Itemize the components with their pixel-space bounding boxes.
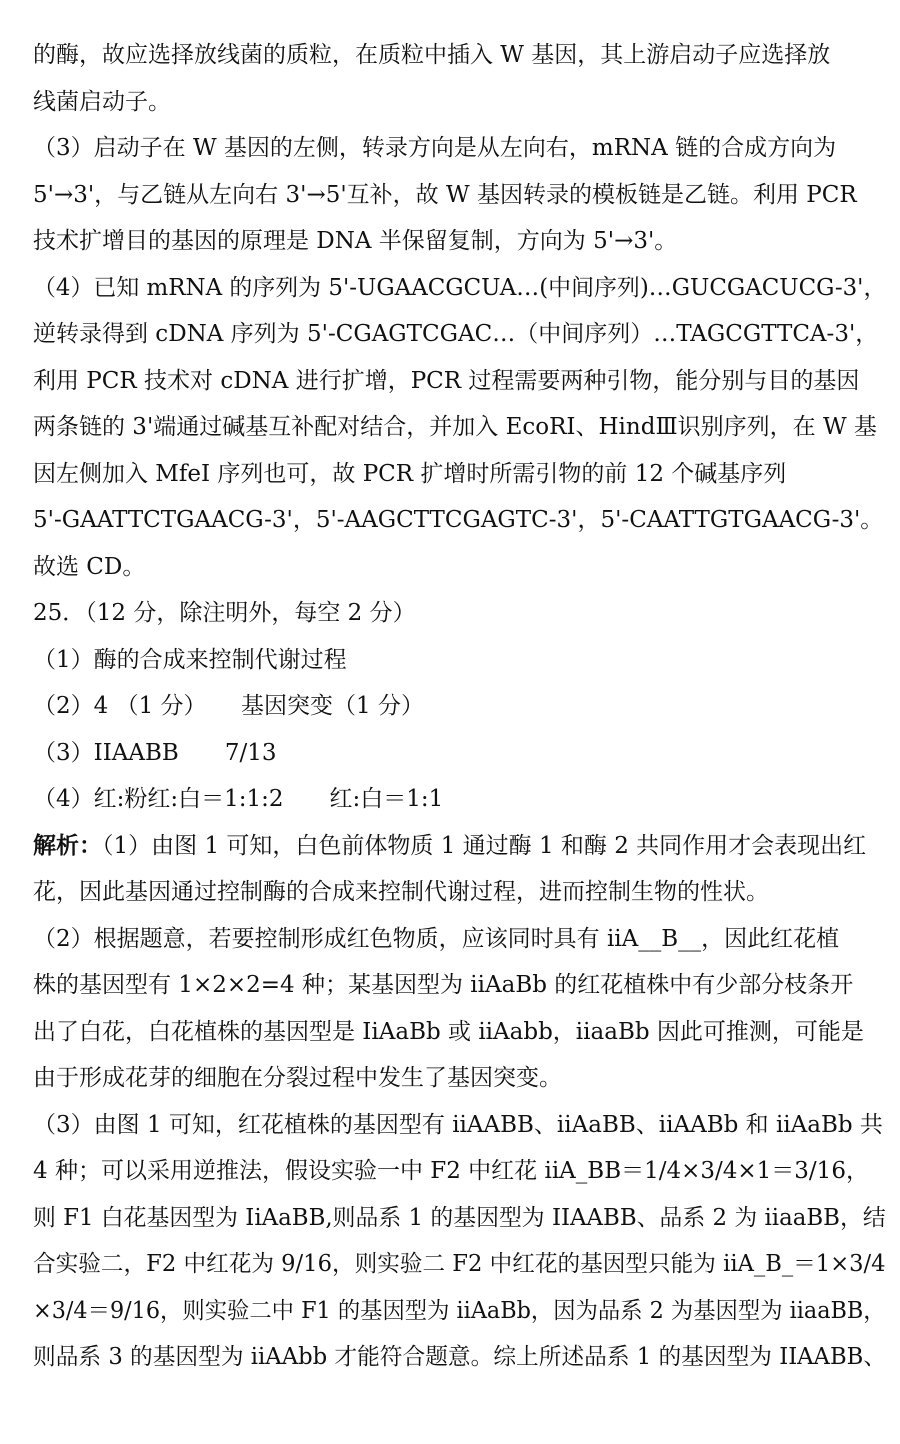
text-line: 5'-GAATTCTGAACG-3'，5'-AAGCTTCGAGTC-3'，5'-CAATTGTGAACG-3'。 xyxy=(33,507,884,533)
question-header: 25．（12 分，除注明外，每空 2 分） xyxy=(33,600,416,626)
analysis-label: 解析： xyxy=(33,832,102,859)
analysis-line xyxy=(33,831,866,861)
text-line: 线菌启动子。 xyxy=(33,89,171,115)
answer-line: （3）IIAABB 7/13 xyxy=(33,740,277,766)
text-line: ×3/4＝9/16，则实验二中 F1 的基因型为 iiAaBb，因为品系 2 为基因型为 iiaaBB， xyxy=(33,1298,886,1324)
text-line: 利用 PCR 技术对 cDNA 进行扩增，PCR 过程需要两种引物，能分别与目的基因 xyxy=(33,368,860,394)
text-line: 则 F1 白花基因型为 IiAaBB,则品系 1 的基因型为 IIAABB、品系 2 为 iiaaBB，结 xyxy=(33,1205,886,1231)
text-line: （3）启动子在 W 基因的左侧，转录方向是从左向右，mRNA 链的合成方向为 xyxy=(33,135,837,161)
text-line: （3）由图 1 可知，红花植株的基因型有 iiAABB、iiAaBB、iiAABb 和 iiAaBb 共 xyxy=(33,1112,883,1138)
text-line: 故选 CD。 xyxy=(33,554,146,580)
text-line: 两条链的 3'端通过碱基互补配对结合，并加入 EcoRI、HindⅢ识别序列，在 W 基 xyxy=(33,414,877,440)
analysis-text: （1）由图 1 可知，白色前体物质 1 通过酶 1 和酶 2 共同作用才会表现出红 xyxy=(102,833,867,859)
answer-line: （2）4 （1 分） 基因突变（1 分） xyxy=(33,693,424,719)
text-line: （2）根据题意，若要控制形成红色物质，应该同时具有 iiA__B__，因此红花植 xyxy=(33,926,840,952)
text-line: 则品系 3 的基因型为 iiAAbb 才能符合题意。综上所述品系 1 的基因型为 IIAABB、 xyxy=(33,1344,887,1370)
text-line: 5'→3'，与乙链从左向右 3'→5'互补，故 W 基因转录的模板链是乙链。利用 PCR xyxy=(33,182,857,208)
text-line: 技术扩增目的基因的原理是 DNA 半保留复制，方向为 5'→3'。 xyxy=(33,228,678,254)
text-line: 因左侧加入 MfeI 序列也可，故 PCR 扩增时所需引物的前 12 个碱基序列 xyxy=(33,461,787,487)
text-line: 的酶，故应选择放线菌的质粒，在质粒中插入 W 基因，其上游启动子应选择放 xyxy=(33,42,831,68)
text-line: 4 种；可以采用逆推法，假设实验一中 F2 中红花 iiA_BB＝1/4×3/4×1＝3/16， xyxy=(33,1158,869,1184)
text-line: 出了白花，白花植株的基因型是 IiAaBb 或 iiAabb，iiaaBb 因此可推测，可能是 xyxy=(33,1019,864,1045)
text-line: 逆转录得到 cDNA 序列为 5'-CGAGTCGAC…（中间序列）…TAGCGTTCA-3'， xyxy=(33,321,879,347)
text-line: 由于形成花芽的细胞在分裂过程中发生了基因突变。 xyxy=(33,1065,562,1091)
answer-line: （1）酶的合成来控制代谢过程 xyxy=(33,647,347,673)
text-line: （4）已知 mRNA 的序列为 5'-UGAACGCUA…(中间序列)…GUCGACUCG-3'， xyxy=(33,275,887,301)
text-line: 花，因此基因通过控制酶的合成来控制代谢过程，进而控制生物的性状。 xyxy=(33,879,769,905)
text-line: 株的基因型有 1×2×2=4 种；某基因型为 iiAaBb 的红花植株中有少部分枝条开 xyxy=(33,972,854,998)
answer-line: （4）红:粉红:白＝1:1:2 红:白＝1:1 xyxy=(33,786,444,812)
text-line: 合实验二，F2 中红花为 9/16，则实验二 F2 中红花的基因型只能为 iiA_B_＝1×3/4 xyxy=(33,1251,886,1277)
